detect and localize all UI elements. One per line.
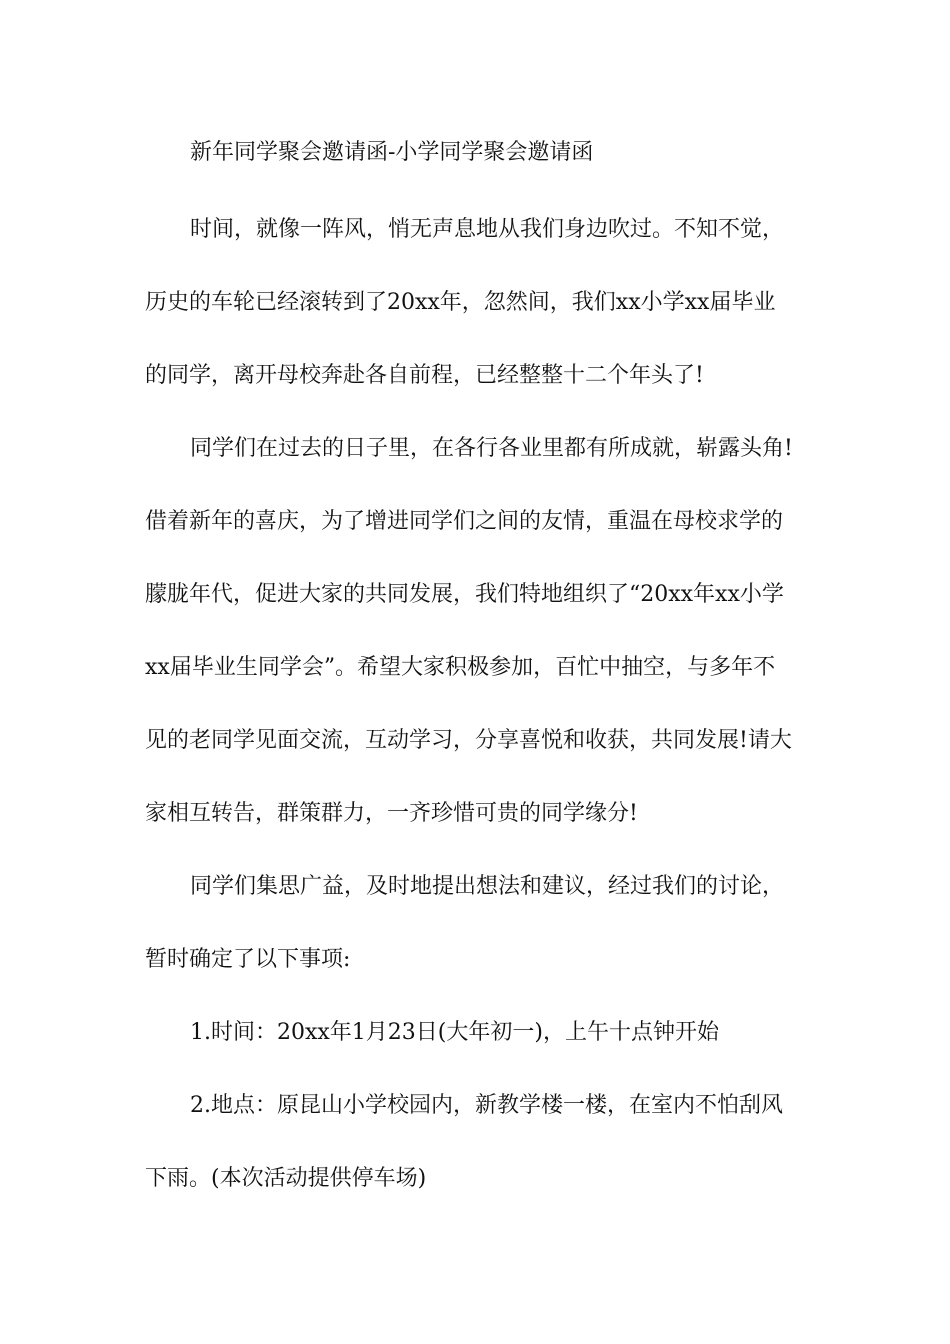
paragraph-1-line-3: 的同学，离开母校奔赴各自前程，已经整整十二个年头了!: [145, 363, 704, 388]
paragraph-2-line-2: 借着新年的喜庆，为了增进同学们之间的友情，重温在母校求学的: [145, 509, 784, 534]
paragraph-1-line-1: 时间，就像一阵风，悄无声息地从我们身边吹过。不知不觉，: [190, 217, 785, 242]
paragraph-3-line-1: 同学们集思广益，及时地提出想法和建议，经过我们的讨论，: [190, 874, 785, 899]
paragraph-2-line-4: xx届毕业生同学会”。希望大家积极参加，百忙中抽空，与多年不: [145, 655, 776, 680]
document-title: 新年同学聚会邀请函-小学同学聚会邀请函: [190, 140, 594, 165]
paragraph-2-line-1: 同学们在过去的日子里，在各行各业里都有所成就，崭露头角!: [190, 436, 793, 461]
item-2-location-line-1: 2.地点：原昆山小学校园内，新教学楼一楼，在室内不怕刮风: [190, 1093, 783, 1118]
paragraph-2-line-5: 见的老同学见面交流，互动学习，分享喜悦和收获，共同发展!请大: [145, 728, 792, 753]
paragraph-2-line-3: 朦胧年代，促进大家的共同发展，我们特地组织了“20xx年xx小学: [145, 582, 784, 607]
paragraph-3-line-2: 暂时确定了以下事项:: [145, 947, 351, 972]
paragraph-1-line-2: 历史的车轮已经滚转到了20xx年，忽然间，我们xx小学xx届毕业: [145, 290, 776, 315]
item-2-location-line-2: 下雨。(本次活动提供停车场): [145, 1166, 427, 1191]
paragraph-2-line-6: 家相互转告，群策群力，一齐珍惜可贵的同学缘分!: [145, 801, 638, 826]
item-1-time: 1.时间：20xx年1月23日(大年初一)，上午十点钟开始: [190, 1020, 719, 1045]
